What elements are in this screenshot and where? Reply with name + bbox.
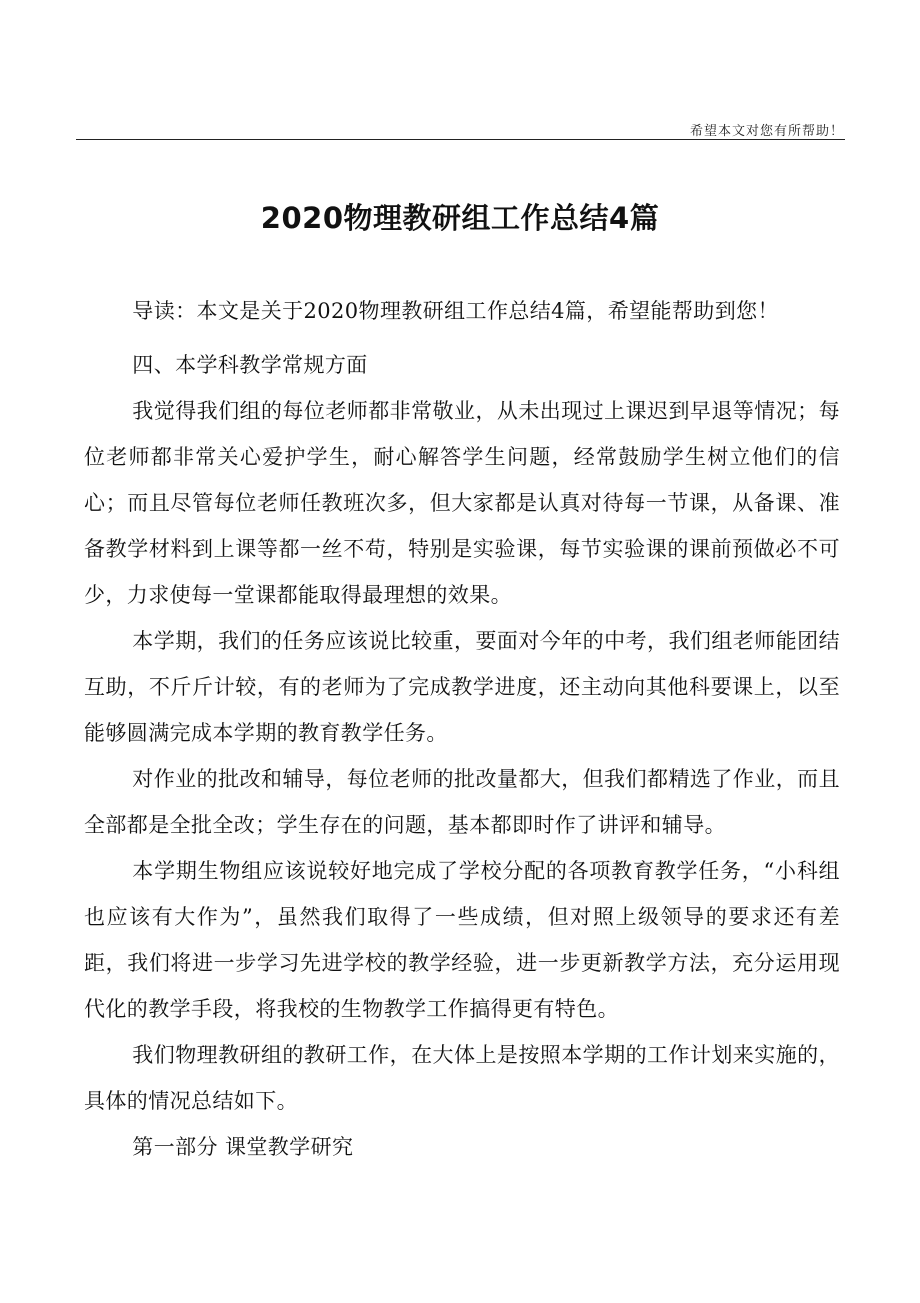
body-paragraph: 我们物理教研组的教研工作，在大体上是按照本学期的工作计划来实施的，具体的情况总结如下。: [84, 1043, 840, 1113]
body-paragraph: 对作业的批改和辅导，每位老师的批改量都大，但我们都精选了作业，而且全部都是全批全改；学生存在的问题，基本都即时作了讲评和辅导。: [84, 767, 840, 837]
body-paragraph: 本学期生物组应该说较好地完成了学校分配的各项教育教学任务，“小科组也应该有大作为”，虽然我们取得了一些成绩，但对照上级领导的要求还有差距，我们将进一步学习先进学校的教学经验，进一步更新教学方法，充分运用现代化的教学手段，将我校的生物教学工作搞得更有特色。: [84, 859, 840, 1021]
document-title: 2020物理教研组工作总结4篇: [260, 201, 660, 235]
section-heading: 四、本学科教学常规方面: [132, 353, 368, 377]
page-header: [0, 0, 920, 140]
part-heading: 第一部分 课堂教学研究: [132, 1135, 354, 1159]
body-paragraph: 本学期，我们的任务应该说比较重，要面对今年的中考，我们组老师能团结互助，不斤斤计较，有的老师为了完成教学进度，还主动向其他科要课上，以至能够圆满完成本学期的教育教学任务。: [84, 629, 840, 745]
header-note: 希望本文对您有所帮助！: [689, 124, 844, 139]
body-paragraph: 我觉得我们组的每位老师都非常敬业，从未出现过上课迟到早退等情况；每位老师都非常关心爱护学生，耐心解答学生问题，经常鼓励学生树立他们的信心；而且尽管每位老师任教班次多，但大家都是认真对待每一节课，从备课、准备教学材料到上课等都一丝不苟，特别是实验课，每节实验课的课前预做必不可少，力求使每一堂课都能取得最理想的效果。: [84, 399, 840, 607]
header-divider: [76, 139, 845, 140]
intro-paragraph: 导读：本文是关于2020物理教研组工作总结4篇，希望能帮助到您！: [132, 299, 779, 323]
document-body: [84, 288, 840, 1170]
